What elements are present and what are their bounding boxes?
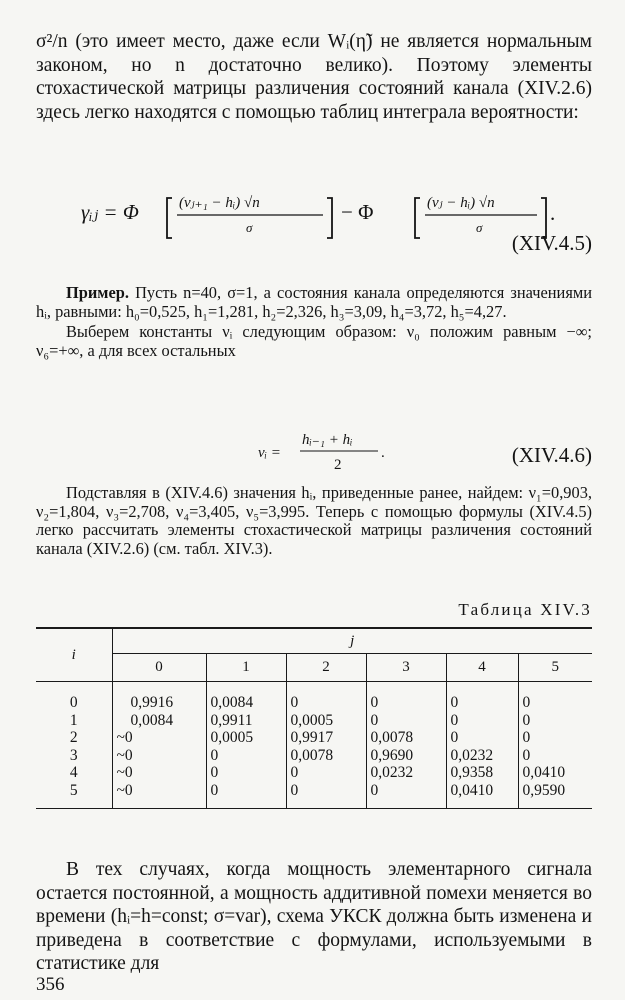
table-cell: 0 <box>446 729 518 747</box>
example-paragraph <box>36 284 592 321</box>
table-cell: 0,0078 <box>286 747 366 765</box>
table-cell: ~0 <box>112 764 206 782</box>
row-index-header: i <box>36 628 112 682</box>
col-header: 0 <box>112 654 206 682</box>
table-cell: ~0 <box>112 747 206 765</box>
formula-xiv-4-5-graphic <box>36 180 592 240</box>
table-row <box>36 782 592 800</box>
table-row <box>36 694 592 712</box>
col-group-header: j <box>112 628 592 654</box>
table-cell: 0,9690 <box>366 747 446 765</box>
formula1-minus-phi: − Φ <box>341 200 374 224</box>
example-block <box>36 284 592 360</box>
table-cell: 0,0232 <box>366 764 446 782</box>
page-number: 356 <box>36 974 65 995</box>
table-cell: 0,9590 <box>518 782 592 800</box>
table-cell: 0,0410 <box>446 782 518 800</box>
table-cell: 0 <box>286 764 366 782</box>
substitute-paragraph <box>36 484 592 558</box>
table-cell: 0 <box>366 694 446 712</box>
table-cell: 0 <box>206 782 286 800</box>
table-row <box>36 764 592 782</box>
table-cell: 0 <box>518 747 592 765</box>
table-cell: 0,9911 <box>206 712 286 730</box>
constants-text: Выберем константы νᵢ следующим образом: ν₀ положим равным −∞; ν₆=+∞, а для всех остальных <box>36 322 592 360</box>
row-label: 3 <box>69 746 78 764</box>
table-cell: ~0 <box>112 782 206 800</box>
formula2-numerator: hᵢ₋₁ + hᵢ <box>302 432 353 448</box>
formula1-term2-denominator: σ <box>476 220 483 235</box>
substitute-text: Подставляя в (XIV.4.6) значения hᵢ, приведенные ранее, найдем: ν₁=0,903, ν₂=1,804, ν₃=2,708, ν₄=3,405, ν₅=3,995. Теперь с помощью формулы (XIV.4.5) легко рассчитать элементы стохастической матрицы различения состояний канала (XIV.2.6) (см. табл. XIV.3). <box>36 483 592 558</box>
example-label: Пример. <box>66 283 129 302</box>
formula2-period: . <box>381 445 385 461</box>
table-xiv-3 <box>36 627 592 809</box>
formula2-lhs: νᵢ = <box>258 445 281 461</box>
col-header: 5 <box>518 654 592 682</box>
table-cell: 0,0078 <box>366 729 446 747</box>
table-cell: 0 <box>518 729 592 747</box>
row-label: 4 <box>69 764 78 782</box>
formula2-denominator: 2 <box>334 457 342 473</box>
table-cell: 0 <box>446 694 518 712</box>
table-cell: 0 <box>206 747 286 765</box>
table-row <box>36 729 592 747</box>
table-cell: 0 <box>286 782 366 800</box>
formula-xiv-4-5 <box>36 180 592 240</box>
table-cell: 0,0084 <box>206 694 286 712</box>
table-cell: 0 <box>518 712 592 730</box>
table-cell: 0,9917 <box>286 729 366 747</box>
table-cell: ~0 <box>112 729 206 747</box>
table-cell: 0,9916 <box>112 694 206 712</box>
formula1-period: . <box>550 201 556 225</box>
constants-paragraph <box>36 323 592 360</box>
closing-text: В тех случаях, когда мощность элементарного сигнала остается постоянной, а мощность аддитивной помехи меняется во времени (hᵢ=h=const; σ=var), схема УКСК должна быть изменена и приведена в соответствие с формулами, используемыми в статистике для <box>36 859 592 975</box>
formula-1-number: (XIV.4.5) <box>511 231 592 255</box>
bracket-open-1 <box>167 198 172 238</box>
col-header: 4 <box>446 654 518 682</box>
col-header: 3 <box>366 654 446 682</box>
row-label: 1 <box>69 711 78 729</box>
formula1-term1-denominator: σ <box>246 220 253 235</box>
table-cell: 0 <box>366 712 446 730</box>
table-row <box>36 747 592 765</box>
table-cell: 0,0410 <box>518 764 592 782</box>
table-cell: 0,0005 <box>286 712 366 730</box>
formula1-term2-numerator: (νⱼ − hᵢ) √n <box>427 195 495 211</box>
table-cell: 0 <box>206 764 286 782</box>
table-caption: Таблица XIV.3 <box>458 600 592 619</box>
example-text: Пусть n=40, σ=1, а состояния канала определяются значениями hᵢ, равными: h₀=0,525, h₁=1,281, h₂=2,326, h₃=3,09, h₄=3,72, h₅=4,27. <box>36 283 592 321</box>
closing-paragraph <box>36 858 592 976</box>
col-header: 1 <box>206 654 286 682</box>
table-row <box>36 712 592 730</box>
formula1-lhs: γᵢⱼ = Φ <box>81 200 139 224</box>
page <box>36 30 592 995</box>
table-cell: 0 <box>518 694 592 712</box>
table-cell: 0 <box>366 782 446 800</box>
table-cell: 0 <box>286 694 366 712</box>
col-header: 2 <box>286 654 366 682</box>
formula-xiv-4-6 <box>36 426 592 476</box>
bracket-close-1 <box>327 198 332 238</box>
formula-xiv-4-6-graphic <box>36 426 416 476</box>
table-cell: 0,0084 <box>112 712 206 730</box>
formula-2-number: (XIV.4.6) <box>511 443 592 467</box>
row-label: 0 <box>69 694 78 711</box>
table-cell: 0,0232 <box>446 747 518 765</box>
table-cell: 0,9358 <box>446 764 518 782</box>
table-cell: 0 <box>446 712 518 730</box>
row-label: 5 <box>69 781 78 799</box>
formula1-term1-numerator: (νⱼ₊₁ − hᵢ) √n <box>179 195 260 211</box>
row-label: 2 <box>69 729 78 747</box>
table-cell: 0,0005 <box>206 729 286 747</box>
intro-paragraph: σ²/n (это имеет место, даже если Wᵢ(η̃) не является нормальным законом, но n достаточно велико). Поэтому элементы стохастической матрицы различения состояний канала (XIV.2.6) здесь легко находятся с помощью таблиц интеграла вероятности: <box>36 31 592 123</box>
bracket-open-2 <box>415 198 420 238</box>
